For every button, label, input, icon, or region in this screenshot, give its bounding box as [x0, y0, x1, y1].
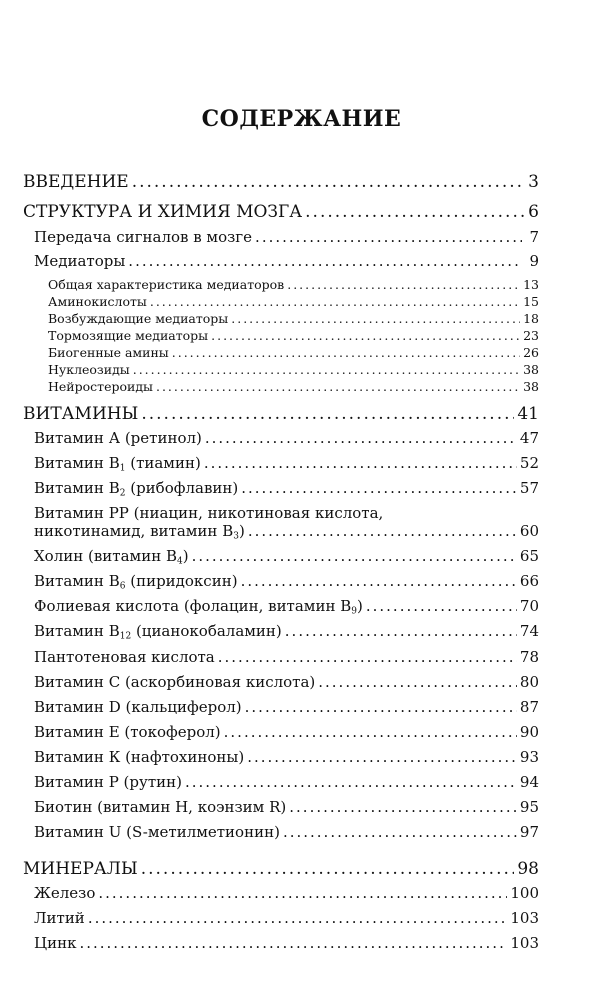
toc-entry[interactable] [34, 522, 539, 540]
toc-page-number: 90 [519, 723, 539, 741]
toc-page-number: 9 [529, 252, 539, 270]
toc-leader-dots [248, 522, 517, 540]
toc-leader-dots [255, 228, 522, 246]
toc-entry[interactable] [48, 362, 539, 377]
toc-entry[interactable] [48, 379, 539, 394]
toc-page-number: 26 [523, 345, 539, 360]
toc-entry[interactable] [48, 311, 539, 326]
toc-leader-dots [285, 622, 517, 640]
toc-entry-title: Передача сигналов в мозге [34, 228, 253, 246]
toc-leader-dots [224, 723, 517, 741]
toc-entry-title: Биотин (витамин Н, коэнзим R) [34, 798, 287, 816]
toc-leader-dots [247, 748, 517, 766]
toc-entry-title: Медиаторы [34, 252, 126, 270]
toc-leader-dots [289, 798, 517, 816]
toc-entry-title: Витамин $В_2$ (рибофлавин) [34, 479, 239, 499]
toc-leader-dots [132, 172, 525, 192]
toc-leader-dots [185, 773, 517, 791]
toc-leader-dots [283, 823, 517, 841]
toc-entry[interactable] [34, 934, 539, 952]
toc-entry-title: Витамин U (S-метилметионин) [34, 823, 280, 841]
toc-leader-dots [133, 362, 520, 377]
toc-entry[interactable] [34, 673, 539, 691]
toc-leader-dots [204, 454, 517, 472]
toc-entry-title: Витамин D (кальциферол) [34, 698, 242, 716]
toc-entry[interactable] [34, 798, 539, 816]
toc-leader-dots [79, 934, 507, 952]
toc-entry-title: никотинамид, витамин $В_3$) [34, 522, 245, 542]
toc-page-number: 70 [519, 597, 539, 615]
toc-leader-dots [156, 379, 520, 394]
toc-entry[interactable] [34, 252, 539, 270]
toc-entry-title: Витамин $В_6$ (пиридоксин) [34, 572, 238, 592]
toc-page-number: 103 [510, 909, 539, 927]
toc-page-number: 57 [519, 479, 539, 497]
toc-page-number: 98 [517, 859, 539, 879]
toc-entry-title: СТРУКТУРА И ХИМИЯ МОЗГА [23, 202, 303, 222]
toc-leader-dots [241, 572, 517, 590]
toc-entry[interactable] [34, 698, 539, 716]
toc-entry-title: Витамин $В_1$ (тиамин) [34, 454, 201, 474]
toc-entry-title: ВИТАМИНЫ [23, 404, 139, 424]
toc-page-number: 18 [523, 311, 539, 326]
toc-entry-title: Железо [34, 884, 96, 902]
toc-entry-title: Витамин С (аскорбиновая кислота) [34, 673, 316, 691]
toc-entry[interactable] [34, 823, 539, 841]
toc-entry-title: Витамин Р (рутин) [34, 773, 182, 791]
toc-page-number: 6 [528, 202, 539, 222]
toc-leader-dots [150, 294, 520, 309]
toc-leader-dots [205, 429, 517, 447]
toc-entry[interactable] [34, 429, 539, 447]
toc-page-number: 66 [519, 572, 539, 590]
toc-entry[interactable] [34, 773, 539, 791]
toc-entry[interactable] [23, 859, 539, 879]
toc-page-number: 23 [523, 328, 539, 343]
toc-entry-title: Литий [34, 909, 85, 927]
toc-page-number: 47 [519, 429, 539, 447]
toc-page-number: 103 [510, 934, 539, 952]
toc-entry[interactable] [34, 228, 539, 246]
toc-leader-dots [128, 252, 522, 270]
toc-entry-title: Нейростероиды [48, 379, 153, 394]
toc-page-number: 80 [519, 673, 539, 691]
toc-page-number: 38 [523, 379, 539, 394]
toc-entry[interactable] [34, 909, 539, 927]
toc-entry-title: Общая характеристика медиаторов [48, 277, 285, 292]
toc-entry[interactable] [34, 648, 539, 666]
toc-leader-dots [218, 648, 517, 666]
toc-entry-title: Нуклеозиды [48, 362, 130, 377]
toc-page-number: 97 [519, 823, 539, 841]
toc-entry-title: Аминокислоты [48, 294, 147, 309]
toc-entry-title: Цинк [34, 934, 77, 952]
toc-entry-title: Фолиевая кислота (фолацин, витамин $В_9$) [34, 597, 363, 617]
toc-entry[interactable] [48, 328, 539, 343]
toc-entry-title: Витамин А (ретинол) [34, 429, 202, 447]
toc-page-number: 93 [519, 748, 539, 766]
toc-page-number: 52 [519, 454, 539, 472]
toc-page-number: 38 [523, 362, 539, 377]
toc-entry-title: ВВЕДЕНИЕ [23, 172, 129, 192]
toc-entry[interactable] [34, 479, 539, 497]
toc-entry[interactable] [48, 277, 539, 292]
toc-leader-dots [211, 328, 520, 343]
toc-page-number: 74 [519, 622, 539, 640]
toc-entry-title: Возбуждающие медиаторы [48, 311, 229, 326]
toc-entry[interactable] [23, 172, 539, 192]
toc-leader-dots [88, 909, 508, 927]
toc-page-number: 15 [523, 294, 539, 309]
toc-leader-dots [98, 884, 507, 902]
toc-page-number: 78 [519, 648, 539, 666]
toc-leader-dots [366, 597, 517, 615]
toc-entry[interactable] [34, 547, 539, 565]
toc-entry-title: Холин (витамин $В_4$) [34, 547, 189, 567]
toc-page-number: 87 [519, 698, 539, 716]
page-title: СОДЕРЖАНИЕ [201, 106, 402, 132]
toc-entry[interactable] [23, 404, 539, 424]
toc-leader-dots [287, 277, 520, 292]
toc-entry[interactable] [48, 345, 539, 360]
toc-page-number: 60 [519, 522, 539, 540]
toc-page-number: 95 [519, 798, 539, 816]
toc-entry[interactable] [34, 597, 539, 615]
toc-leader-dots [192, 547, 517, 565]
toc-leader-dots [245, 698, 517, 716]
toc-entry-title: Пантотеновая кислота [34, 648, 215, 666]
toc-entry[interactable] [34, 884, 539, 902]
toc-leader-dots [172, 345, 520, 360]
toc-entry[interactable] [34, 723, 539, 741]
toc-leader-dots [318, 673, 517, 691]
toc-leader-dots [305, 202, 525, 222]
toc-entry[interactable] [34, 454, 539, 472]
toc-page-number: 7 [529, 228, 539, 246]
toc-leader-dots [231, 311, 520, 326]
toc-entry-title: Витамин Е (токоферол) [34, 723, 221, 741]
toc-page-number: 65 [519, 547, 539, 565]
toc-entry[interactable] [34, 572, 539, 590]
toc-entry-title: Биогенные амины [48, 345, 169, 360]
toc-entry-title-line: Витамин РР (ниацин, никотиновая кислота, [34, 504, 384, 522]
toc-leader-dots [141, 859, 515, 879]
toc-leader-dots [241, 479, 517, 497]
toc-page-number: 3 [528, 172, 539, 192]
toc-leader-dots [141, 404, 514, 424]
toc-page-number: 13 [523, 277, 539, 292]
toc-page-number: 100 [510, 884, 539, 902]
toc-entry[interactable] [48, 294, 539, 309]
toc-entry[interactable] [23, 202, 539, 222]
toc-page-number: 41 [517, 404, 539, 424]
toc-entry-title: МИНЕРАЛЫ [23, 859, 138, 879]
toc-entry-title: Витамин $В_{12}$ (цианокобаламин) [34, 622, 282, 642]
toc-entry[interactable] [34, 748, 539, 766]
toc-page-number: 94 [519, 773, 539, 791]
toc-entry-title: Тормозящие медиаторы [48, 328, 209, 343]
toc-entry-title: Витамин К (нафтохиноны) [34, 748, 245, 766]
toc-entry[interactable] [34, 622, 539, 640]
